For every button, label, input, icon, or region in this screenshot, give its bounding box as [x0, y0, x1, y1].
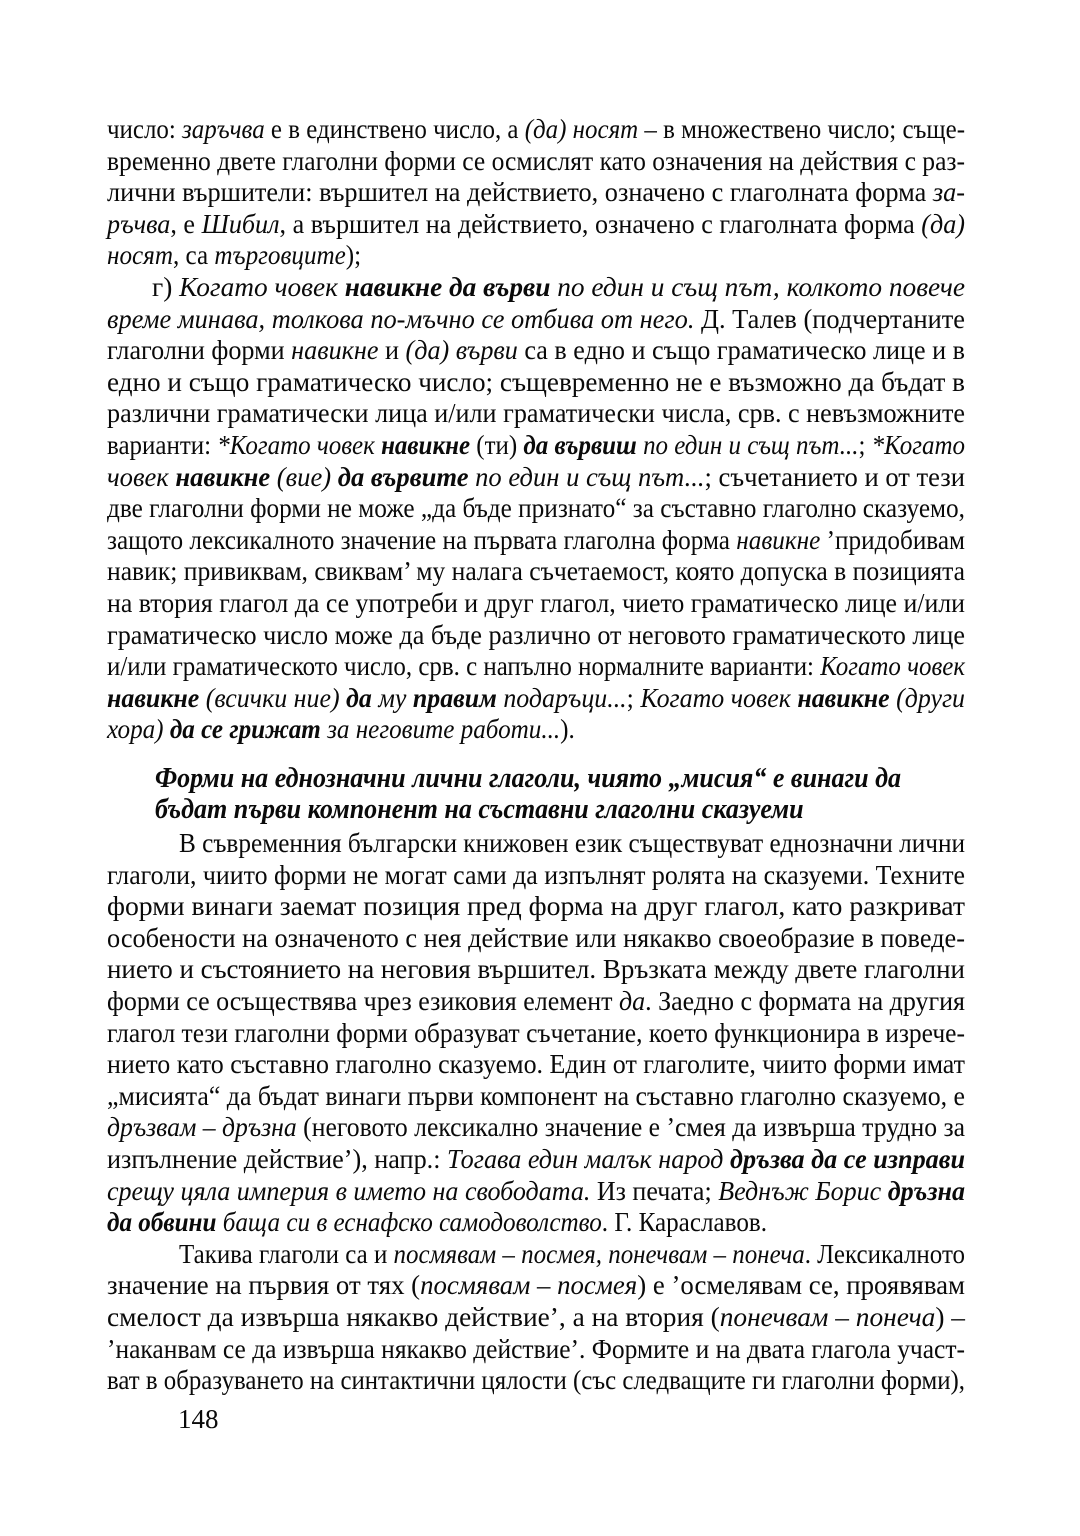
text-run: временно двете глаголни форми се осмислят като означения на действия с раз-	[107, 145, 965, 176]
text-line	[107, 714, 965, 746]
text-line	[107, 1334, 965, 1366]
text-run-group	[107, 367, 965, 399]
text-run: число:	[107, 114, 183, 144]
text-run: изпълнение действие’), напр.:	[107, 1144, 448, 1174]
text-run-group	[107, 114, 965, 146]
text-run-group	[107, 1144, 965, 1176]
text-run: е в единствено число, а	[264, 114, 525, 144]
text-run: и	[378, 335, 406, 366]
text-line	[107, 954, 965, 986]
text-line	[107, 367, 965, 399]
text-line	[107, 860, 965, 892]
text-run: едно и също граматическо число; същевременно не е възможно да бъдат в	[107, 366, 965, 397]
text-run-group	[107, 430, 965, 462]
text-run: ) е ’осмелявам се, проявявам	[637, 1270, 965, 1301]
text-run: В съвременния български книжовен език съществуват еднозначни лични	[179, 828, 965, 859]
text-run: Когато човек	[820, 651, 965, 682]
text-run: граматическо число може да бъде различно от неговото граматическото лице	[107, 619, 965, 650]
text-run: значение на първия от тях (	[107, 1270, 421, 1301]
text-run-group	[155, 794, 804, 826]
text-run: да обвини	[107, 1207, 217, 1238]
text-run: навикне	[107, 682, 200, 713]
text-run-group	[107, 891, 965, 923]
text-run-group	[107, 954, 965, 986]
text-run: да	[618, 986, 646, 1017]
text-run: нието и състоянието на неговия вършител. Връзката между двете глаголни	[107, 954, 965, 985]
text-run: правим	[412, 682, 497, 713]
text-run-group	[107, 398, 965, 430]
text-line	[107, 304, 965, 336]
text-run: форми винаги заемат позиция пред форма на друг глагол, като разкриват	[107, 891, 965, 922]
text-run: нието като съставно глаголно сказуемо. Един от глаголите, чиито форми имат	[107, 1049, 965, 1080]
text-run-group	[107, 1207, 767, 1239]
text-run: са в едно и също граматическо лице и в	[517, 335, 965, 366]
text-run: да вървиш	[523, 429, 637, 460]
text-line	[107, 1365, 965, 1397]
text-run: ) –	[935, 1301, 966, 1332]
text-run-group	[152, 272, 965, 304]
text-run-group	[107, 177, 965, 209]
text-run: *Когато човек	[217, 429, 382, 460]
text-run: дръзна	[887, 1175, 965, 1206]
text-run: , е	[170, 208, 202, 239]
text-run: смелост да извърша някакво действие’, а на втория (	[107, 1301, 720, 1332]
text-run: глагол тези глаголни форми образуват съчетание, което функционира в изрече-	[107, 1017, 965, 1048]
text-run: Д. Талев (подчертаните	[694, 303, 965, 334]
paragraph	[107, 1239, 965, 1397]
text-run: Когато човек	[640, 682, 798, 713]
text-line	[107, 1112, 965, 1144]
text-run: дръзвам – дръзна	[107, 1112, 297, 1143]
text-run: баща си в еснафско самодоволство	[216, 1207, 602, 1238]
text-line	[107, 828, 965, 860]
text-line	[107, 493, 965, 525]
text-run: хора)	[107, 714, 170, 745]
text-run: посмявам – посмея, понечвам – понеча	[393, 1238, 805, 1269]
text-line	[107, 588, 965, 620]
text-run: по един и същ път...	[468, 461, 705, 492]
text-run-group	[107, 556, 965, 588]
text-run: );	[345, 240, 362, 271]
text-run: навикне	[736, 524, 821, 555]
text-run: му	[371, 682, 413, 713]
text-run: „мисията“ да бъдат винаги първи компонент на съставно глаголно сказуемо, е	[107, 1080, 965, 1111]
text-column	[107, 114, 965, 1397]
text-run: посмявам – посмея	[420, 1270, 638, 1301]
text-run: форми се осъществява чрез езиковия елемент	[107, 986, 619, 1017]
text-run: понечвам – понеча	[719, 1301, 936, 1332]
text-line	[107, 986, 965, 1018]
text-line	[107, 651, 965, 683]
text-run: навикне	[797, 682, 890, 713]
text-line	[107, 146, 965, 178]
text-run: навикне	[381, 429, 471, 460]
section-heading	[107, 763, 965, 826]
text-run: Такива глаголи са и	[179, 1238, 394, 1269]
text-run-group	[107, 1018, 965, 1050]
text-run: (вие)	[270, 461, 338, 492]
text-run-group	[107, 588, 965, 620]
text-run-group	[179, 1239, 965, 1271]
text-run: ; съчетанието и от тези	[704, 461, 965, 492]
text-run: , са	[172, 240, 215, 271]
text-line	[107, 1207, 965, 1239]
text-run: две глаголни форми не може „да бъде признато“ за съставно глаголно сказуемо,	[107, 493, 965, 524]
text-run: , а вършител на действието, означено с глаголната форма	[279, 208, 922, 239]
text-run-group	[107, 240, 361, 272]
text-run: (ти)	[470, 429, 524, 460]
text-run: (да) носят	[524, 114, 639, 144]
text-run: . Лексикалното	[804, 1238, 965, 1269]
text-line	[107, 525, 965, 557]
text-line	[107, 683, 965, 715]
text-run: г)	[152, 271, 180, 302]
text-line	[107, 272, 965, 304]
text-run-group	[107, 1081, 965, 1113]
text-run-group	[107, 146, 965, 178]
text-line	[107, 1049, 965, 1081]
text-run-group	[107, 209, 965, 241]
text-line	[155, 763, 965, 795]
text-run: (да) върви	[405, 335, 518, 366]
text-run: за-	[932, 177, 965, 208]
text-line	[107, 1302, 965, 1334]
text-run: търговците	[214, 240, 346, 271]
text-line	[155, 794, 965, 826]
text-run-group	[107, 1365, 965, 1397]
text-run: лични вършители: вършител на действието, означено с глаголната форма	[107, 177, 933, 208]
text-run: (всички ние)	[199, 682, 347, 713]
text-run: . Заедно с формата на другия	[645, 986, 965, 1017]
text-run: бъдат първи компонент на съставни глаголни сказуеми	[155, 794, 804, 826]
text-run: (други	[889, 682, 965, 713]
paragraph	[107, 114, 965, 272]
text-run-group	[107, 493, 965, 525]
text-run: по един и същ път...	[636, 429, 859, 460]
text-run: (да)	[921, 208, 965, 239]
text-run: . Г. Караславов.	[601, 1207, 768, 1238]
text-run: заръчва	[182, 114, 265, 144]
text-run: глаголни форми	[107, 335, 292, 366]
text-run: – в множествено число; съще-	[638, 114, 965, 144]
text-line	[107, 430, 965, 462]
text-line	[107, 240, 965, 272]
text-run: ’наканвам се да извърша някакво действие’. Формите и на двата глагола участ-	[107, 1333, 965, 1364]
text-run: (неговото лексикално значение е ’смея да извърша трудно за	[296, 1112, 965, 1143]
text-run-group	[107, 462, 965, 494]
text-run: носят	[107, 240, 173, 271]
text-line	[107, 923, 965, 955]
text-run-group	[155, 763, 901, 795]
text-run: навикне	[175, 461, 271, 492]
text-run: по един и същ път, колкото повече	[550, 271, 965, 302]
text-run: на втория глагол да се употреби и друг глагол, чието граматическо лице и/или	[107, 587, 965, 618]
text-line	[107, 1081, 965, 1113]
text-line	[107, 1176, 965, 1208]
text-line	[107, 398, 965, 430]
text-run-group	[107, 1334, 965, 1366]
text-run: навикне да върви	[344, 271, 551, 302]
text-run-group	[107, 525, 965, 557]
text-run: Веднъж Борис	[718, 1175, 888, 1206]
text-line	[107, 114, 965, 146]
text-line	[107, 1270, 965, 1302]
text-run: човек	[107, 461, 176, 492]
text-run-group	[107, 923, 965, 955]
text-run: навикне	[291, 335, 379, 366]
text-run: особености на означеното с нея действие или някакво своеобразие в поведе-	[107, 922, 965, 953]
text-run-group	[107, 860, 965, 892]
text-run: Шибил	[201, 208, 280, 239]
text-run: ръчва	[107, 208, 171, 239]
text-run: дръзва да се изправи	[729, 1144, 965, 1174]
text-run: да вървите	[337, 461, 469, 492]
text-run: да се грижат	[169, 714, 321, 745]
text-run-group	[107, 1302, 965, 1334]
text-run: ’придобивам	[820, 524, 965, 555]
text-run: срещу цяла империя в името на свободата.	[107, 1175, 591, 1206]
text-line	[107, 177, 965, 209]
text-run: *Когато	[871, 429, 965, 460]
text-run: защото лексикалното значение на първата глаголна форма	[107, 524, 737, 555]
text-run-group	[179, 828, 965, 860]
text-run: навик; привиквам, свиквам’ му налага съчетаемост, която допуска в позицията	[107, 556, 965, 587]
text-line	[107, 556, 965, 588]
text-run: Тогава един малък народ	[447, 1144, 730, 1174]
paragraph	[107, 828, 965, 1239]
text-run-group	[107, 714, 575, 746]
text-run: глаголи, чиито форми не могат сами да изпълнят ролята на сказуеми. Техните	[107, 859, 965, 890]
text-run-group	[107, 620, 965, 652]
text-run-group	[107, 1112, 965, 1144]
text-line	[107, 891, 965, 923]
text-run-group	[107, 986, 965, 1018]
text-run-group	[107, 1270, 965, 1302]
text-line	[107, 462, 965, 494]
text-run-group	[107, 1049, 965, 1081]
text-run: Из печата;	[590, 1175, 719, 1206]
text-run: Форми на еднозначни лични глаголи, чиято „мисия“ е винаги да	[155, 762, 902, 794]
text-run: ;	[858, 429, 872, 460]
text-run-group	[107, 335, 965, 367]
text-run: и/или граматическото число, срв. с напълно нормалните варианти:	[107, 651, 821, 682]
text-line	[107, 1018, 965, 1050]
text-run-group	[107, 683, 965, 715]
text-run-group	[107, 651, 965, 683]
text-run-group	[107, 1176, 965, 1208]
text-line	[107, 335, 965, 367]
text-run: време минава, толкова по-мъчно се отбива от него.	[107, 303, 695, 334]
text-line	[107, 1144, 965, 1176]
text-run-group	[107, 304, 965, 336]
text-run: подаръци...	[496, 682, 627, 713]
text-run: Когато човек	[179, 271, 345, 302]
text-run: ват в образуването на синтактични цялости (със следващите ги глаголни форми),	[107, 1365, 965, 1396]
text-line	[107, 209, 965, 241]
text-line	[107, 1239, 965, 1271]
text-line	[107, 620, 965, 652]
text-run: варианти:	[107, 429, 218, 460]
paragraph	[107, 272, 965, 746]
text-run: ;	[626, 682, 641, 713]
page-number: 148	[178, 1404, 219, 1434]
text-run: да	[346, 682, 372, 713]
text-run: за неговите работи...	[320, 714, 561, 745]
text-run: различни граматически лица и/или граматически числа, срв. с невъзможните	[107, 398, 965, 429]
text-run: ).	[560, 714, 575, 745]
